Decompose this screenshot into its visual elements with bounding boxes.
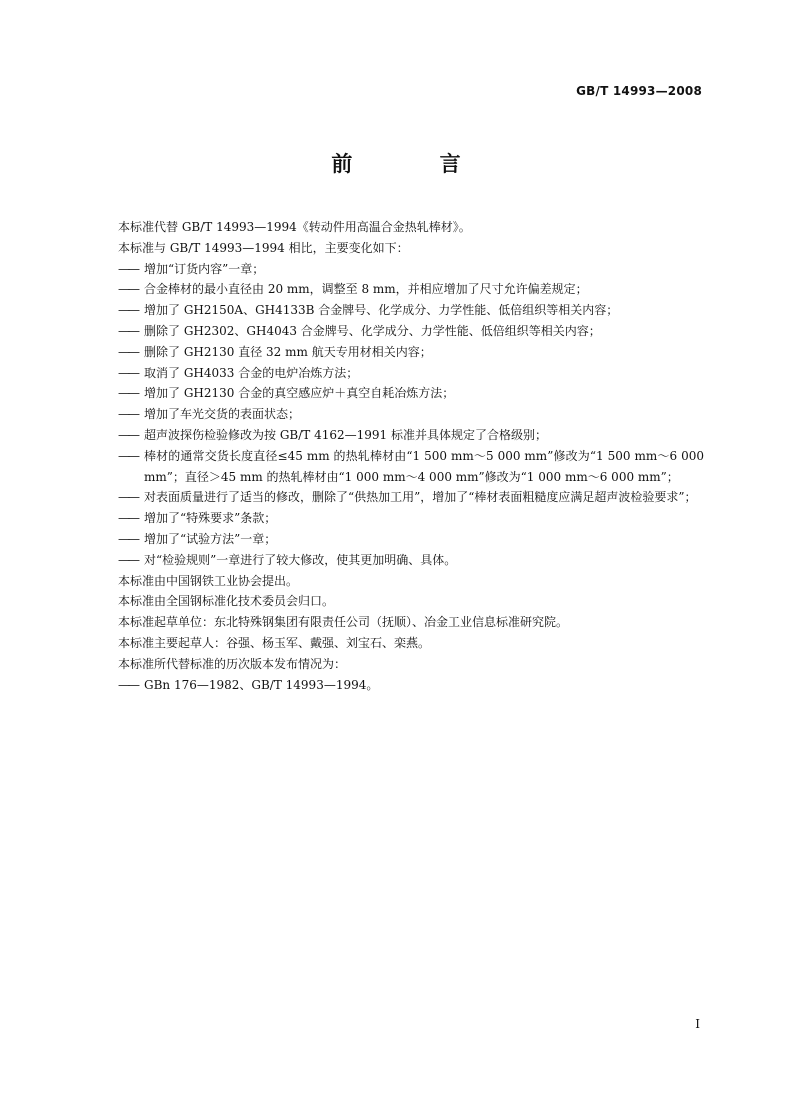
intro-line: 本标准代替 GB/T 14993—1994《转动件用高温合金热轧棒材》。 xyxy=(118,220,471,234)
change-text: 删除了 GH2302、GH4043 合金牌号、化学成分、力学性能、低倍组织等相关内容； xyxy=(144,323,601,338)
change-text: 棒材的通常交货长度直径≤45 mm 的热轧棒材由“1 500 mm～5 000 mm”修改为“1 500 mm～6 000 mm”；直径＞45 mm 的热轧棒材由“1 000 mm～4 000 mm”修改为“1 000 mm～6 000 mm”； xyxy=(144,448,704,484)
change-text: 删除了 GH2130 直径 32 mm 航天专用材相关内容； xyxy=(144,344,432,359)
change-item xyxy=(118,383,704,404)
change-text: 增加“订货内容”一章； xyxy=(144,261,265,276)
change-text: 增加了“特殊要求”条款； xyxy=(144,511,277,526)
change-text: 超声波探伤检验修改为按 GB/T 4162—1991 标准并具体规定了合格级别； xyxy=(144,427,547,442)
change-item xyxy=(118,342,704,363)
change-text: 对表面质量进行了适当的修改，删除了“供热加工用”，增加了“棒材表面粗糙度应满足超声波检验要求”； xyxy=(144,490,697,505)
change-item xyxy=(118,550,704,571)
change-item xyxy=(118,508,704,529)
dash-marker: —— xyxy=(118,407,138,422)
change-item xyxy=(118,279,704,300)
change-item xyxy=(118,487,704,508)
change-item xyxy=(118,321,704,342)
change-text: 增加了 GH2130 合金的真空感应炉＋真空自耗冶炼方法； xyxy=(144,386,455,401)
dash-marker: —— xyxy=(118,261,138,276)
dash-marker: —— xyxy=(118,448,138,463)
change-text: 合金棒材的最小直径由 20 mm，调整至 8 mm，并相应增加了尺寸允许偏差规定； xyxy=(144,282,588,297)
change-text: 取消了 GH4033 合金的电炉冶炼方法； xyxy=(144,365,359,380)
page-title: 前 言 xyxy=(331,152,501,176)
change-text: 增加了车光交货的表面状态； xyxy=(144,407,301,422)
history-item xyxy=(118,675,704,696)
closing-line: 本标准主要起草人：谷强、杨玉军、戴强、刘宝石、栾燕。 xyxy=(118,635,431,650)
dash-marker: —— xyxy=(118,552,138,567)
closing-line: 本标准起草单位：东北特殊钢集团有限责任公司（抚顺）、冶金工业信息标准研究院。 xyxy=(118,615,569,630)
history-text: GBn 176—1982、GB/T 14993—1994。 xyxy=(144,677,379,692)
dash-marker: —— xyxy=(118,677,138,692)
change-item xyxy=(118,259,704,280)
dash-marker: —— xyxy=(118,531,138,546)
dash-marker: —— xyxy=(118,344,138,359)
dash-marker: —— xyxy=(118,282,138,297)
change-text: 对“检验规则”一章进行了较大修改，使其更加明确、具体。 xyxy=(144,552,457,567)
dash-marker: —— xyxy=(118,323,138,338)
intro-line: 本标准与 GB/T 14993—1994 相比，主要变化如下： xyxy=(118,240,409,255)
closing-line: 本标准由全国钢标准化技术委员会归口。 xyxy=(118,594,335,609)
dash-marker: —— xyxy=(118,490,138,505)
dash-marker: —— xyxy=(118,386,138,401)
closing-line: 本标准由中国钢铁工业协会提出。 xyxy=(118,573,299,588)
page-number: I xyxy=(695,1017,700,1031)
dash-marker: —— xyxy=(118,303,138,318)
change-item xyxy=(118,529,704,550)
document-body xyxy=(118,217,704,695)
change-item xyxy=(118,404,704,425)
change-text: 增加了“试验方法”一章； xyxy=(144,531,277,546)
change-item xyxy=(118,300,704,321)
change-item xyxy=(118,425,704,446)
dash-marker: —— xyxy=(118,427,138,442)
dash-marker: —— xyxy=(118,365,138,380)
closing-line: 本标准所代替标准的历次版本发布情况为： xyxy=(118,656,347,671)
dash-marker: —— xyxy=(118,511,138,526)
change-text: 增加了 GH2150A、GH4133B 合金牌号、化学成分、力学性能、低倍组织等相关内容； xyxy=(144,303,619,318)
change-item xyxy=(118,446,704,488)
standard-code: GB/T 14993—2008 xyxy=(576,84,702,98)
change-item xyxy=(118,363,704,384)
